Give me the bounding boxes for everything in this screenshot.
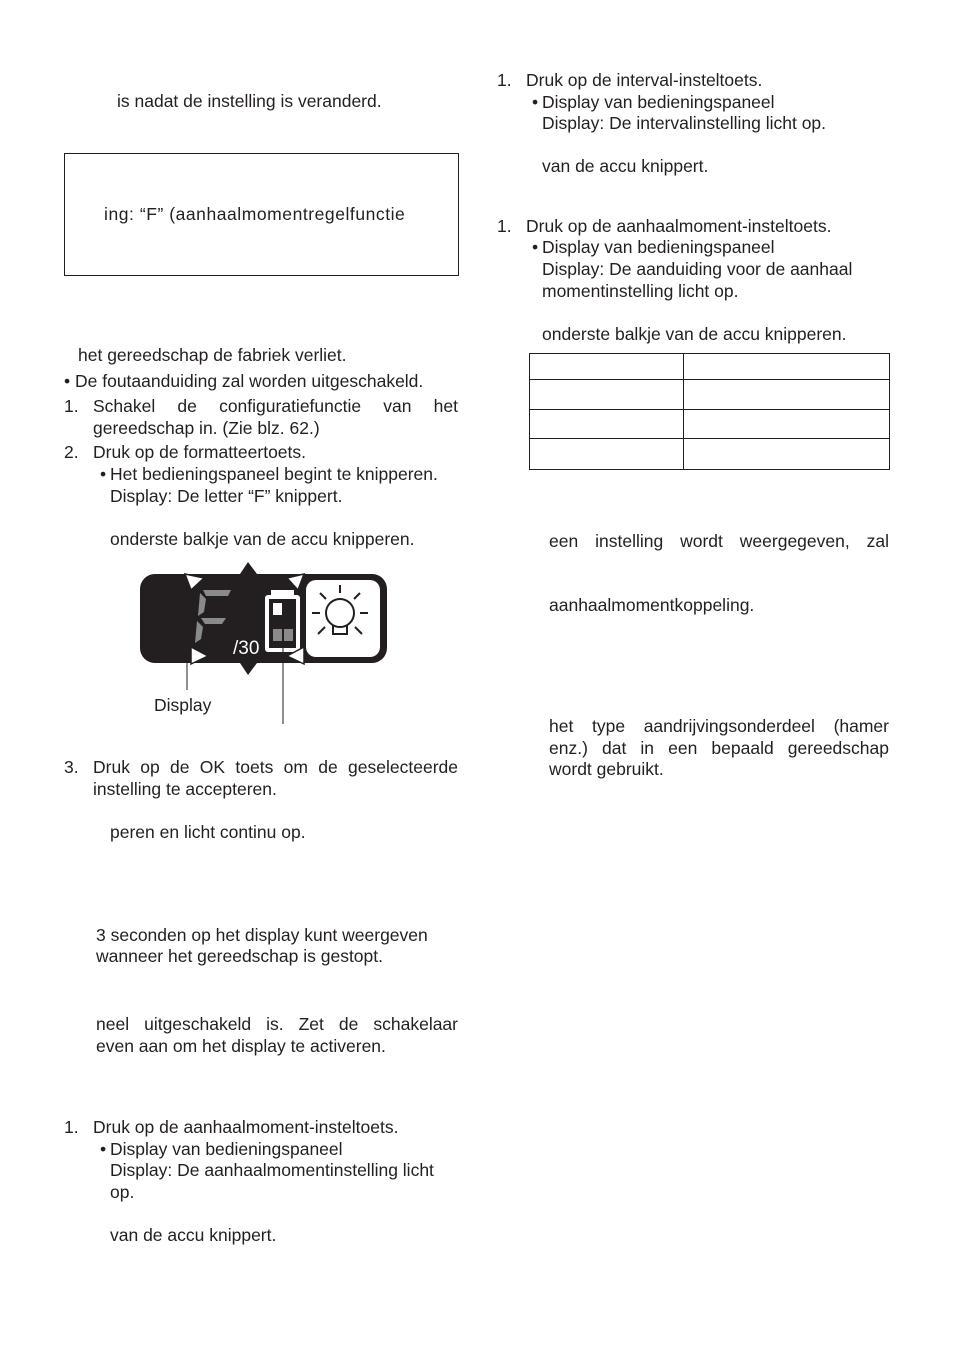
text-line: is nadat de instelling is veranderd. — [117, 91, 382, 111]
bullet-item: • De foutaanduiding zal worden uitgeschakeld. — [64, 371, 424, 391]
text-line: 3 seconden op het display kunt weergeven — [96, 925, 428, 945]
step-number: 1. — [64, 396, 79, 416]
step-number: 1. — [64, 1117, 79, 1137]
text-line: aanhaalmomentkoppeling. — [549, 595, 755, 615]
display-label: Display — [154, 695, 212, 715]
step-text: Druk op de formatteertoets. — [93, 442, 307, 462]
bullet-item: Display van bedieningspaneel — [110, 1139, 343, 1159]
display-note: Display: De letter “F” knippert. — [110, 486, 343, 506]
table-cell — [530, 354, 684, 380]
text-line: het gereedschap de fabriek verliet. — [78, 345, 347, 365]
table-cell — [684, 439, 890, 470]
step-number: 3. — [64, 757, 79, 777]
text-line: enz.) dat in een bepaald gereedschap — [549, 738, 889, 758]
step-number: 1. — [497, 216, 512, 236]
text-line: onderste balkje van de accu knipperen. — [110, 529, 415, 549]
fraction-label: /30 — [233, 638, 260, 659]
display-note: momentinstelling licht op. — [542, 281, 739, 301]
step-text: gereedschap in. (Zie blz. 62.) — [93, 418, 320, 438]
step-text: Druk op de interval-insteltoets. — [526, 70, 763, 90]
text-line: neel uitgeschakeld is. Zet de schakelaar — [96, 1014, 458, 1034]
bullet-item: Display van bedieningspaneel — [542, 237, 775, 257]
step-number: 1. — [497, 70, 512, 90]
text-line: het type aandrijvingsonderdeel (hamer — [549, 716, 889, 736]
table-cell — [530, 439, 684, 470]
bullet-item: Het bedieningspaneel begint te knipperen. — [110, 464, 438, 484]
display-note: Display: De aanhaalmomentinstelling licht — [110, 1160, 434, 1180]
step-text: Schakel de configuratiefunctie van het — [93, 396, 458, 416]
bullet-mark: • — [532, 237, 539, 257]
text-line: wordt gebruikt. — [549, 759, 664, 779]
table-cell — [684, 354, 890, 380]
step-text: Druk op de aanhaalmoment-insteltoets. — [93, 1117, 399, 1137]
text-line: van de accu knippert. — [542, 156, 709, 176]
bullet-mark: • — [100, 464, 107, 484]
text-line: peren en licht continu op. — [110, 822, 306, 842]
settings-table — [529, 353, 890, 470]
text-line: van de accu knippert. — [110, 1225, 277, 1245]
text-line: een instelling wordt weergegeven, zal — [549, 531, 889, 551]
bullet-mark: • — [100, 1139, 107, 1159]
step-number: 2. — [64, 442, 79, 462]
bullet-item: Display van bedieningspaneel — [542, 92, 775, 112]
text-line: onderste balkje van de accu knipperen. — [542, 324, 847, 344]
text-line: wanneer het gereedschap is gestopt. — [96, 946, 383, 966]
display-note: op. — [110, 1182, 135, 1202]
text-line: even aan om het display te activeren. — [96, 1036, 386, 1056]
bullet-mark: • — [532, 92, 539, 112]
table-cell — [684, 380, 890, 410]
step-text: Druk op de OK toets om de geselecteerde — [93, 757, 458, 777]
display-note: Display: De aanduiding voor de aanhaal — [542, 259, 853, 279]
display-note: Display: De intervalinstelling licht op. — [542, 113, 827, 133]
table-cell — [684, 410, 890, 439]
table-cell — [530, 380, 684, 410]
table-cell — [530, 410, 684, 439]
note-box — [64, 153, 459, 276]
note-text: ing: “F” (aanhaalmomentregelfunctie — [104, 204, 406, 224]
step-text: instelling te accepteren. — [93, 779, 277, 799]
step-text: Druk op de aanhaalmoment-insteltoets. — [526, 216, 832, 236]
